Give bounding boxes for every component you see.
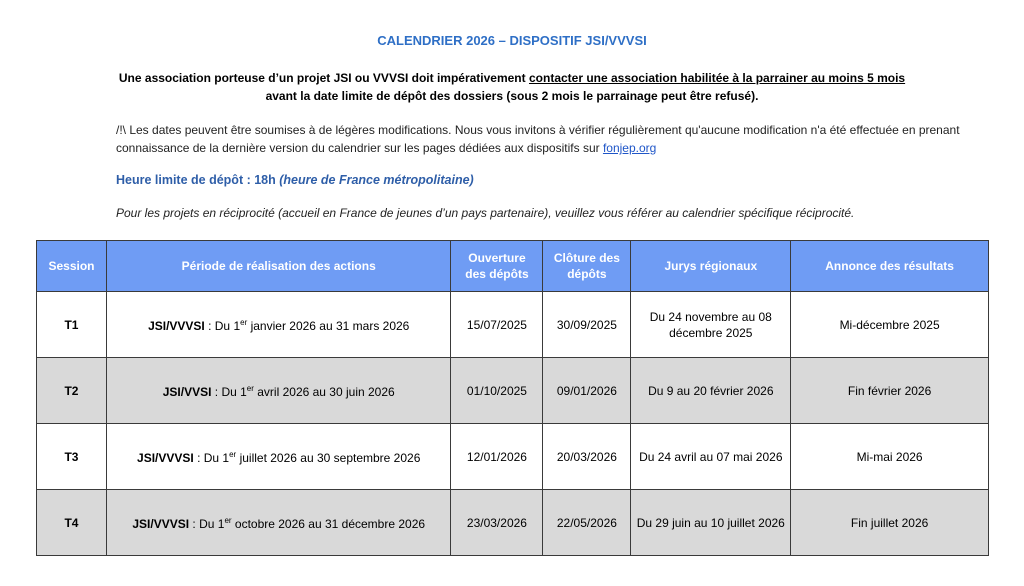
cell-results: Mi-mai 2026 [791, 424, 989, 490]
cell-juries: Du 9 au 20 février 2026 [631, 358, 791, 424]
program-name: JSI/VVVSI [148, 319, 205, 333]
program-name: JSI/VVVSI [137, 451, 194, 465]
cell-closing: 30/09/2025 [543, 292, 631, 358]
cell-results: Fin juillet 2026 [791, 490, 989, 556]
cell-juries: Du 29 juin au 10 juillet 2026 [631, 490, 791, 556]
deadline-detail: (heure de France métropolitaine) [279, 173, 474, 187]
intro-underlined-text: contacter une association habilitée à la parrainer au moins 5 mois [528, 71, 906, 85]
cell-period: JSI/VVVSI : Du 1er janvier 2026 au 31 mars 2026 [106, 292, 451, 358]
page-title: CALENDRIER 2026 – DISPOSITIF JSI/VVVSI [377, 33, 647, 48]
cell-period: JSI/VVVSI : Du 1er octobre 2026 au 31 décembre 2026 [106, 490, 451, 556]
cell-closing: 09/01/2026 [543, 358, 631, 424]
header-period: Période de réalisation des actions [106, 241, 451, 292]
fonjep-link[interactable]: fonjep.org [602, 141, 657, 155]
intro-text-2: avant la date limite de dépôt des dossiers (sous 2 mois le parrainage peut être refusé). [265, 89, 759, 103]
header-closing: Clôture des dépôts [543, 241, 631, 292]
cell-session: T1 [37, 292, 107, 358]
intro-text-1: Une association porteuse d’un projet JSI ou VVVSI doit impérativement [118, 71, 529, 85]
table-row [37, 358, 989, 424]
program-name: JSI/VVSI [162, 385, 212, 399]
calendar-table [36, 240, 989, 556]
cell-session: T4 [37, 490, 107, 556]
header-results: Annonce des résultats [791, 241, 989, 292]
header-opening: Ouverture des dépôts [451, 241, 543, 292]
deadline-info [116, 173, 474, 187]
disclaimer-text: /!\ Les dates peuvent être soumises à de légères modifications. Nous vous invitons à vérifier régulièrement qu'aucune modification n'a été effectuée en prenant connaissance de la dernière version du calendrier sur les pages dédiées aux dispositifs sur [116, 123, 960, 155]
disclaimer-note [116, 121, 976, 157]
table-row [37, 424, 989, 490]
cell-period: JSI/VVSI : Du 1er avril 2026 au 30 juin 2026 [106, 358, 451, 424]
table-row [37, 292, 989, 358]
cell-closing: 22/05/2026 [543, 490, 631, 556]
cell-results: Fin février 2026 [791, 358, 989, 424]
header-juries: Jurys régionaux [631, 241, 791, 292]
table-row [37, 490, 989, 556]
intro-paragraph [80, 69, 944, 105]
deadline-label: Heure limite de dépôt : 18h [116, 173, 280, 187]
cell-session: T2 [37, 358, 107, 424]
cell-session: T3 [37, 424, 107, 490]
cell-opening: 01/10/2025 [451, 358, 543, 424]
cell-opening: 15/07/2025 [451, 292, 543, 358]
program-name: JSI/VVVSI [132, 517, 190, 531]
cell-juries: Du 24 avril au 07 mai 2026 [631, 424, 791, 490]
reciprocity-note: Pour les projets en réciprocité (accueil en France de jeunes d’un pays partenaire), veuillez vous référer au calendrier spécifique réciprocité. [116, 206, 855, 220]
table-header-row [37, 241, 989, 292]
header-session: Session [37, 241, 107, 292]
cell-period: JSI/VVVSI : Du 1er juillet 2026 au 30 septembre 2026 [106, 424, 451, 490]
cell-juries: Du 24 novembre au 08 décembre 2025 [631, 292, 791, 358]
cell-closing: 20/03/2026 [543, 424, 631, 490]
cell-opening: 23/03/2026 [451, 490, 543, 556]
cell-results: Mi-décembre 2025 [791, 292, 989, 358]
cell-opening: 12/01/2026 [451, 424, 543, 490]
